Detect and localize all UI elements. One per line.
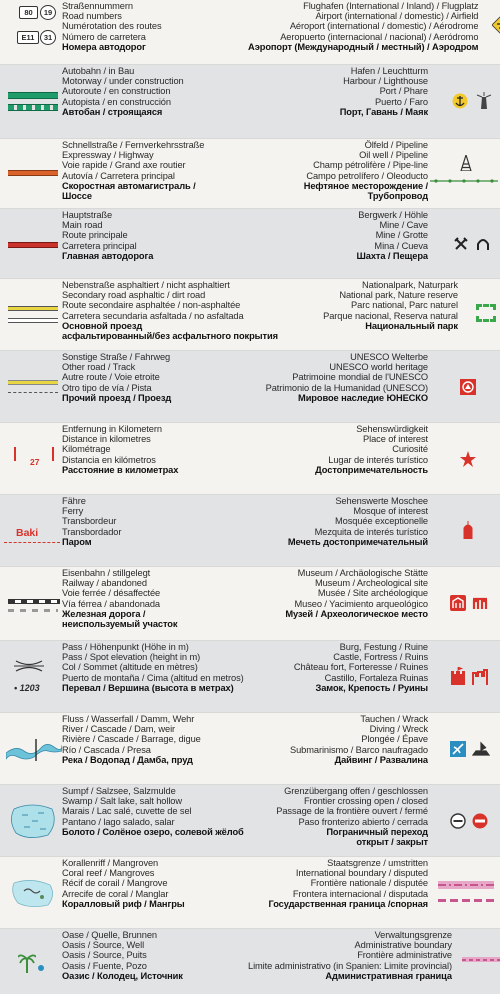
legend-text-russian: Автобан / строящаяся: [62, 106, 163, 117]
legend-text-right: [248, 929, 452, 994]
cave-icon: [476, 237, 490, 251]
legend-text: Puerto / Faro: [375, 96, 428, 107]
legend-text: Flughafen (International / Inland) / Flugplatz: [303, 1, 479, 11]
secondary-road-symbols: [0, 279, 62, 350]
lighthouse-icon: [476, 92, 492, 110]
legend-text-left: [62, 929, 248, 994]
legend-text: Airport (international / domestic) / Airfield: [315, 11, 479, 22]
legend-text: Sehenswerte Moschee: [335, 496, 428, 506]
legend-text-left: [62, 0, 248, 64]
legend-text-russian: Главная автодорога: [62, 250, 154, 261]
legend-text-russian: Прочий проезд / Проезд: [62, 392, 172, 403]
legend-text-left: [62, 423, 248, 494]
border-open-icon: [450, 813, 466, 829]
legend-text: Oasis / Source, Puits: [62, 950, 147, 961]
legend-text: Mine / Cave: [379, 220, 428, 231]
wreck-icon: [472, 741, 490, 757]
legend-text: Tauchen / Wrack: [360, 714, 428, 724]
unesco-symbols: [428, 351, 500, 422]
mosque-icon: [462, 521, 474, 539]
legend-text-russian: Нефтяное месторождение /: [303, 180, 428, 191]
legend-text-russian: Оазис / Колодец, Источник: [62, 970, 183, 981]
legend-text: Passage de la frontière ouvert / fermé: [276, 806, 428, 817]
legend-text: Transbordador: [62, 526, 122, 537]
distance-value: 27: [30, 457, 40, 467]
legend-text: Récif de corail / Mangrove: [62, 878, 168, 889]
legend-text: Autoroute / en construction: [62, 86, 171, 97]
legend-row-ferry: [0, 494, 500, 566]
legend-text: Carretera principal: [62, 240, 137, 251]
admin-boundary-dash-line: [462, 959, 500, 961]
harbour-symbols: [428, 65, 500, 138]
motorway-construction-line: [8, 104, 58, 111]
legend-text-right: [248, 65, 428, 138]
museum-icon: [450, 595, 466, 611]
coral-reef-symbols: [0, 857, 62, 928]
ruins-icon: [472, 667, 488, 685]
legend-text: Río / Cascada / Presa: [62, 744, 151, 755]
legend-text-right: [248, 713, 428, 784]
legend-text: Frontière administrative: [357, 950, 452, 961]
legend-text: Fluss / Wasserfall / Damm, Wehr: [62, 714, 195, 724]
legend-text: Musée / Site archéologique: [317, 588, 428, 599]
track-line: [8, 392, 58, 393]
legend-row-distance: [0, 422, 500, 494]
legend-text-right: [248, 209, 428, 278]
legend-text: National park, Nature reserve: [339, 290, 458, 301]
legend-text: Château fort, Forteresse / Ruines: [293, 662, 428, 673]
legend-text-russian: Дайвинг / Развалина: [334, 754, 428, 765]
expressway-line: [8, 170, 58, 176]
legend-text: Pass / Spot elevation (height in m): [62, 652, 201, 663]
river-icon: [6, 731, 62, 767]
legend-text-right: [248, 857, 428, 928]
road-number-e11-badge: E11: [17, 31, 39, 44]
legend-text-russian: Достопримечательность: [315, 464, 428, 475]
legend-text: Route principale: [62, 230, 128, 241]
legend-text: Mezquita de interés turístico: [314, 526, 428, 537]
legend-text-left: [62, 209, 248, 278]
legend-text: Distance in kilometres: [62, 434, 151, 445]
legend-text: Hafen / Leuchtturm: [350, 66, 428, 76]
museum-symbols: [428, 567, 500, 640]
legend-text-left: [62, 857, 248, 928]
admin-boundary-symbols: [452, 929, 500, 994]
legend-row-secondary-road: [0, 278, 500, 350]
legend-text: River / Cascade / Dam, weir: [62, 724, 176, 735]
legend-text: Col / Sommet (altitude en mètres): [62, 662, 198, 673]
legend-row-oasis: [0, 928, 500, 994]
legend-text-russian: Скоростная автомагистраль /: [62, 180, 196, 191]
legend-row-expressway: [0, 138, 500, 208]
legend-text: Mosque of interest: [353, 506, 428, 517]
national-park-icon: [476, 304, 496, 322]
main-road-line: [8, 242, 58, 248]
legend-text-right: [278, 279, 458, 350]
pass-symbols: [0, 641, 62, 712]
legend-text-russian: Коралловый риф / Мангры: [62, 898, 185, 909]
legend-text-right: [248, 641, 428, 712]
legend-text: Sumpf / Salzsee, Salzmulde: [62, 786, 176, 796]
legend-text: Port / Phare: [379, 86, 428, 97]
legend-text: Numérotation des routes: [62, 21, 162, 32]
legend-text: Frontera internacional / disputada: [292, 888, 428, 899]
national-park-symbols: [458, 279, 500, 350]
legend-row-main-road: [0, 208, 500, 278]
legend-row-railway: [0, 566, 500, 640]
legend-text: Diving / Wreck: [369, 724, 428, 735]
castle-icon: [450, 667, 466, 685]
legend-text: Museum / Archeological site: [314, 578, 428, 589]
road-number-19-badge: 19: [40, 5, 56, 20]
distance-tick-end: [52, 447, 54, 461]
legend-text: Marais / Lac salé, cuvette de sel: [62, 806, 192, 817]
legend-text: Straßennummern: [62, 1, 133, 11]
legend-text: Submarinismo / Barco naufragado: [290, 744, 428, 755]
legend-text: Verwaltungsgrenze: [374, 930, 452, 940]
legend-text: Eisenbahn / stillgelegt: [62, 568, 151, 578]
legend-text: Museum / Archäologische Stätte: [297, 568, 428, 578]
mine-icon: [454, 237, 468, 251]
legend-text-russian: Шоссе: [62, 191, 92, 202]
pass-icon: [14, 659, 44, 673]
legend-text-russian: Мечеть достопримечательный: [287, 536, 428, 547]
legend-text-right: [248, 423, 428, 494]
legend-text: Voie rapide / Grand axe routier: [62, 160, 186, 171]
road-number-31-badge: 31: [40, 30, 56, 45]
railway-symbols: [0, 567, 62, 640]
legend-text-right: [248, 0, 478, 64]
ferry-symbols: [0, 495, 62, 566]
legend-text-right: [248, 495, 428, 566]
legend-text: Castillo, Fortaleza Ruinas: [324, 672, 428, 683]
legend-text: Oasis / Source, Well: [62, 940, 145, 951]
other-road-line: [8, 380, 58, 385]
oil-well-icon: [460, 155, 472, 171]
legend-text: UNESCO world heritage: [329, 362, 428, 373]
legend-text-russian: Замок, Крепость / Руины: [315, 682, 428, 693]
legend-text-russian: Мировое наследие ЮНЕСКО: [298, 392, 428, 403]
legend-text: Grenzübergang offen / geschlossen: [284, 786, 428, 796]
legend-text: Hauptstraße: [62, 210, 113, 220]
unesco-icon: [460, 379, 476, 395]
railway-abandoned-line: [8, 609, 58, 612]
other-road-symbols: [0, 351, 62, 422]
swamp-icon: [8, 801, 58, 841]
legend-text-right: [248, 567, 428, 640]
secondary-road-asphalt-line: [8, 306, 58, 311]
legend-text-russian: Река / Водопад / Дамба, пруд: [62, 754, 193, 765]
legend-text-russian: Пограничный переход: [326, 826, 428, 837]
administrative-boundary-icon: [462, 957, 500, 962]
distance-symbols: [0, 423, 62, 494]
legend-text: Sonstige Straße / Fahrweg: [62, 352, 171, 362]
main-road-symbols: [0, 209, 62, 278]
legend-row-swamp: [0, 784, 500, 856]
legend-text: Railway / abandoned: [62, 578, 147, 589]
legend-text: Oil well / Pipeline: [359, 150, 428, 161]
legend-text-left: [62, 495, 248, 566]
mosque-symbols: [428, 495, 500, 566]
frontier-crossing-symbols: [428, 785, 500, 856]
legend-text: Sehenswürdigkeit: [356, 424, 428, 434]
legend-text: Motorway / under construction: [62, 76, 184, 87]
expressway-symbols: [0, 139, 62, 208]
legend-text: Puerto de montaña / Cima (altitud en metros): [62, 672, 244, 683]
legend-text: Autobahn / in Bau: [62, 66, 135, 76]
legend-text: Coral reef / Mangroves: [62, 868, 155, 879]
legend-text: International boundary / disputed: [295, 868, 428, 879]
legend-text-russian: Болото / Солёное озеро, солевой жёлоб: [62, 826, 244, 837]
legend-text-russian: Основной проезд: [62, 320, 143, 331]
border-closed-icon: [472, 813, 488, 829]
legend-text: Campo petrolífero / Oleoducto: [306, 170, 428, 181]
legend-row-motorway: [0, 64, 500, 138]
legend-text: Autopista / en construcción: [62, 96, 171, 107]
international-boundary-icon: [438, 881, 494, 889]
pipeline-icon: [430, 177, 498, 185]
legend-text: UNESCO Welterbe: [350, 352, 428, 362]
legend-text-left: [62, 139, 248, 208]
legend-text: Limite administrativo (in Spanien: Limite provincial): [248, 960, 452, 971]
legend-text-left: [62, 65, 248, 138]
legend-text: Nationalpark, Naturpark: [362, 280, 458, 290]
legend-text: Aéroport (international / domestic) / Aérodrome: [289, 21, 479, 32]
legend-text-russian: Железная дорога /: [62, 608, 146, 619]
diving-icon: [450, 741, 466, 757]
boundary-dash-line: [438, 884, 494, 886]
river-symbols: [0, 713, 62, 784]
legend-text-left: [62, 351, 248, 422]
legend-text: Entfernung in Kilometern: [62, 424, 162, 434]
legend-text-right: [248, 351, 428, 422]
airport-international-icon: [492, 16, 500, 34]
legend-text-left: [62, 567, 248, 640]
legend-text: Bergwerk / Höhle: [358, 210, 428, 220]
legend-text-right: [248, 139, 428, 208]
legend-text: Oasis / Fuente, Pozo: [62, 960, 147, 971]
legend-text-russian: Шахта / Пещера: [356, 250, 428, 261]
legend-text: Parc national, Parc naturel: [351, 300, 458, 311]
oil-symbols: [428, 139, 500, 208]
legend-row-coral-reef: [0, 856, 500, 928]
legend-text: Mosquée exceptionelle: [335, 516, 428, 527]
secondary-road-dirt-line: [8, 318, 58, 323]
legend-text-russian: Музей / Археологическое место: [285, 608, 428, 619]
ferry-line: [4, 542, 60, 543]
legend-text-russian: открыт / закрыт: [356, 837, 428, 848]
legend-text-left: [62, 279, 278, 350]
legend-text: Curiosité: [392, 444, 428, 455]
legend-text: Plongée / Épave: [361, 734, 428, 745]
legend-text-russian: Аэропорт (Международный / местный) / Аэродром: [248, 41, 479, 52]
motorway-symbols: [0, 65, 62, 138]
disputed-boundary-icon: [438, 899, 494, 902]
legend-text: Otro tipo de vía / Pista: [62, 382, 152, 393]
anchor-icon: [452, 93, 468, 109]
legend-text: Kilométrage: [62, 444, 111, 455]
legend-text: Frontière nationale / disputée: [310, 878, 428, 889]
legend-text-russian: Государственная граница /спорная: [268, 898, 428, 909]
legend-text: Parque nacional, Reserva natural: [323, 310, 458, 321]
legend-text: Other road / Track: [62, 362, 136, 373]
legend-text: Rivière / Cascade / Barrage, digue: [62, 734, 201, 745]
legend-text: Expressway / Highway: [62, 150, 154, 161]
road-number-80-badge: 80: [19, 6, 38, 19]
legend-text: Fähre: [62, 496, 86, 506]
coral-reef-icon: [10, 877, 56, 909]
legend-text: Paso fronterizo abierto / cerrada: [298, 816, 428, 827]
boundary-symbols: [428, 857, 500, 928]
legend-text-left: [62, 713, 248, 784]
legend-text: Aeropuerto (internacional / nacional) / Aeródromo: [280, 31, 479, 42]
legend-text: Burg, Festung / Ruine: [339, 642, 428, 652]
motorway-line: [8, 92, 58, 99]
legend-text-russian: Административная граница: [325, 970, 452, 981]
legend-text: Ferry: [62, 506, 84, 517]
mine-symbols: [428, 209, 500, 278]
legend-text: Nebenstraße asphaltiert / nicht asphaltiert: [62, 280, 230, 290]
distance-tick-start: [14, 447, 16, 461]
legend-text: Carretera secundaria asfaltada / no asfaltada: [62, 310, 244, 321]
legend-text: Voie ferrée / désaffectée: [62, 588, 161, 599]
oasis-symbols: [0, 929, 62, 994]
legend-row-river: [0, 712, 500, 784]
legend-text: Museo / Yacimiento arqueológico: [294, 598, 428, 609]
legend-text: Harbour / Lighthouse: [343, 76, 428, 87]
railway-line: [8, 599, 60, 604]
legend-text: Pass / Höhenpunkt (Höhe in m): [62, 642, 189, 652]
legend-text: Lugar de interés turístico: [328, 454, 428, 465]
legend-row-other-road: [0, 350, 500, 422]
palm-tree-icon: [18, 951, 36, 973]
legend-text: Distancia en kilómetros: [62, 454, 156, 465]
legend-text: Castle, Fortress / Ruins: [333, 652, 428, 663]
legend-text: Schnellstraße / Fernverkehrsstraße: [62, 140, 205, 150]
legend-text: Administrative boundary: [354, 940, 452, 951]
legend-text: Korallenriff / Mangroven: [62, 858, 159, 868]
legend-text: Ölfeld / Pipeline: [364, 140, 428, 150]
legend-text: Número de carretera: [62, 31, 146, 42]
legend-text-left: [62, 785, 248, 856]
spot-elevation-label: • 1203: [14, 683, 40, 693]
legend-text: Mina / Cueva: [374, 240, 428, 251]
legend-text-russian: Порт, Гавань / Маяк: [339, 106, 428, 117]
legend-text-russian: Паром: [62, 536, 92, 547]
legend-text: Place of interest: [363, 434, 428, 445]
legend-text-russian: асфальтированный/без асфальтного покрытия: [62, 331, 278, 342]
swamp-symbols: [0, 785, 62, 856]
legend-text: Vía férrea / abandonada: [62, 598, 160, 609]
legend-text: Staatsgrenze / umstritten: [327, 858, 428, 868]
legend-text-left: [62, 641, 248, 712]
well-icon: [38, 965, 44, 971]
legend-text-right: [248, 785, 428, 856]
airport-symbols: [478, 0, 500, 64]
road-number-symbols: [0, 0, 62, 64]
legend-text-russian: Перевал / Вершина (высота в метрах): [62, 682, 234, 693]
archaeological-site-icon: [472, 595, 488, 611]
legend-text: Main road: [62, 220, 103, 231]
legend-text-russian: Номера автодорог: [62, 41, 146, 52]
legend-text: Arrecife de coral / Manglar: [62, 888, 169, 899]
ferry-place-label: Baki: [16, 527, 39, 539]
star-icon: [460, 451, 476, 467]
legend-text: Autovía / Carretera principal: [62, 170, 175, 181]
legend-text: Mine / Grotte: [375, 230, 428, 241]
legend-text-russian: Трубопровод: [367, 191, 428, 202]
legend-text-russian: Расстояние в километрах: [62, 464, 179, 475]
legend-row-road-numbers: [0, 0, 500, 64]
legend-text: Route secondaire asphaltée / non-asphaltée: [62, 300, 241, 311]
place-of-interest-symbols: [428, 423, 500, 494]
legend-text: Oase / Quelle, Brunnen: [62, 930, 157, 940]
legend-text: Patrimoine mondial de l'UNESCO: [292, 372, 428, 383]
legend-text-russian: неиспользуемый участок: [62, 619, 178, 630]
legend-text: Swamp / Salt lake, salt hollow: [62, 796, 182, 807]
legend-text: Frontier crossing open / closed: [303, 796, 428, 807]
diving-symbols: [428, 713, 500, 784]
legend-text: Road numbers: [62, 11, 122, 22]
legend-text-russian: Национальный парк: [365, 320, 458, 331]
legend-row-pass: [0, 640, 500, 712]
legend-text: Patrimonio de la Humanidad (UNESCO): [265, 382, 428, 393]
legend-text: Autre route / Voie etroite: [62, 372, 160, 383]
legend-text: Transbordeur: [62, 516, 117, 527]
legend-text: Champ pétrolifère / Pipe-line: [313, 160, 428, 171]
castle-symbols: [428, 641, 500, 712]
legend-text: Pantano / lago salado, salar: [62, 816, 175, 827]
legend-text: Secondary road asphaltic / dirt road: [62, 290, 206, 301]
